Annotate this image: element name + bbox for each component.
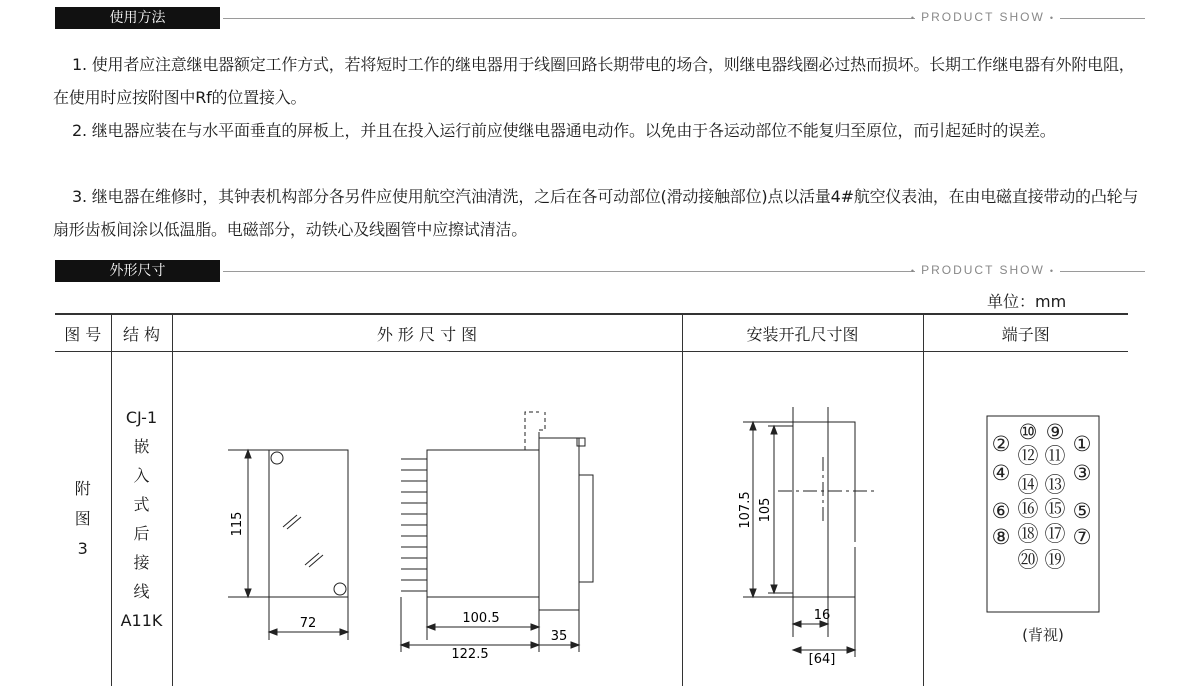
terminal-6: ⑥ bbox=[991, 499, 1010, 523]
usage-paragraph-1: 1. 使用者应注意继电器额定工作方式，若将短时工作的继电器用于线圈回路长期带电的场合，则继电器线圈必过热而损坏。长期工作继电器有外附电阻，在使用时应按附图中Rf的位置接入。 bbox=[53, 48, 1148, 114]
dim-cutout-h2: 105 bbox=[758, 498, 773, 523]
terminal-7: ⑦ bbox=[1072, 525, 1091, 549]
side-view-body bbox=[427, 450, 539, 597]
dim-depth: 100.5 bbox=[462, 611, 499, 626]
mount-hole bbox=[271, 452, 283, 464]
table-header-row bbox=[55, 314, 1128, 352]
terminal-16: ⑯ bbox=[1017, 497, 1038, 521]
usage-paragraph-2: 2. 继电器应装在与水平面垂直的屏板上，并且在投入运行前应使继电器通电动作。以免由于各运动部位不能复归至原位，而引起延时的误差。 bbox=[53, 114, 1148, 147]
divider-line bbox=[223, 271, 915, 272]
outline-drawing-cell bbox=[172, 352, 682, 686]
terminal-19: ⑲ bbox=[1044, 548, 1065, 572]
terminal-18: ⑱ bbox=[1017, 522, 1038, 546]
dim-width: 72 bbox=[300, 616, 317, 631]
mount-hole bbox=[334, 583, 346, 595]
divider-line bbox=[1060, 18, 1145, 19]
structure-char: 接 bbox=[112, 548, 172, 577]
header-cutout: 安装开孔尺寸图 bbox=[682, 314, 923, 352]
terminal-14: ⑭ bbox=[1017, 473, 1038, 497]
structure-char: 线 bbox=[112, 577, 172, 606]
terminal-13: ⑬ bbox=[1044, 473, 1065, 497]
header-fig-no: 图 号 bbox=[55, 314, 111, 352]
section-header-usage bbox=[55, 7, 1145, 29]
structure-char: 嵌 bbox=[112, 432, 172, 461]
terminal-2: ② bbox=[991, 432, 1010, 456]
dimension-table bbox=[55, 313, 1128, 686]
structure-code: A11K bbox=[112, 606, 172, 635]
terminal-4: ④ bbox=[991, 461, 1010, 485]
terminal-15: ⑮ bbox=[1044, 497, 1065, 521]
fig-no-char: 图 bbox=[55, 504, 111, 534]
dim-cutout-w2: [64] bbox=[808, 652, 835, 667]
cutout-drawing bbox=[683, 352, 923, 682]
terminal-20: ⑳ bbox=[1017, 548, 1038, 572]
terminal-1: ① bbox=[1072, 432, 1091, 456]
terminal-11: ⑪ bbox=[1044, 444, 1065, 468]
terminal-diagram bbox=[924, 352, 1128, 682]
unit-label: 单位：mm bbox=[987, 289, 1066, 312]
side-view-front bbox=[579, 475, 593, 582]
terminal-diagram-cell bbox=[923, 352, 1128, 686]
structure-char: 入 bbox=[112, 461, 172, 490]
terminal-8: ⑧ bbox=[991, 525, 1010, 549]
terminal-3: ③ bbox=[1072, 461, 1091, 485]
outline-drawing bbox=[173, 352, 681, 682]
front-view-panel bbox=[269, 450, 348, 597]
divider-line bbox=[1060, 271, 1145, 272]
dim-total: 122.5 bbox=[451, 647, 488, 662]
divider-line bbox=[223, 18, 915, 19]
header-outline: 外 形 尺 寸 图 bbox=[172, 314, 682, 352]
product-show-tag: • PRODUCT SHOW • bbox=[911, 10, 1055, 24]
dim-cutout-w1: 16 bbox=[813, 608, 830, 623]
terminal-5: ⑤ bbox=[1072, 499, 1091, 523]
dim-rear: 35 bbox=[551, 629, 568, 644]
terminal-12: ⑫ bbox=[1017, 444, 1038, 468]
side-view-flange bbox=[539, 438, 579, 610]
section-title-usage: 使用方法 bbox=[55, 7, 220, 29]
header-structure: 结 构 bbox=[111, 314, 172, 352]
terminal-9: ⑨ bbox=[1045, 420, 1064, 444]
usage-paragraph-3: 3. 继电器在维修时，其钟表机构部分各另件应使用航空汽油清洗，之后在各可动部位(滑动接触部位)点以活量4#航空仪表油，在由电磁直接带动的凸轮与扇形齿板间涂以低温脂。电磁部分，动铁心及线圈管中应擦试清洁。 bbox=[53, 180, 1148, 246]
section-title-dimensions: 外形尺寸 bbox=[55, 260, 220, 282]
fig-no-cell bbox=[55, 352, 111, 686]
terminal-caption: (背视) bbox=[1022, 626, 1064, 644]
terminal-17: ⑰ bbox=[1044, 522, 1065, 546]
terminal-10: ⑩ bbox=[1018, 420, 1037, 444]
section-header-dimensions bbox=[55, 260, 1145, 282]
fig-no-char: 3 bbox=[55, 534, 111, 564]
product-show-tag: • PRODUCT SHOW • bbox=[911, 263, 1055, 277]
fig-no-char: 附 bbox=[55, 474, 111, 504]
header-terminal: 端子图 bbox=[923, 314, 1128, 352]
structure-model: CJ-1 bbox=[112, 403, 172, 432]
structure-char: 后 bbox=[112, 519, 172, 548]
cutout-drawing-cell bbox=[682, 352, 923, 686]
structure-char: 式 bbox=[112, 490, 172, 519]
dim-height: 115 bbox=[230, 512, 245, 537]
table-row bbox=[55, 352, 1128, 686]
structure-cell bbox=[111, 352, 172, 686]
dim-cutout-h1: 107.5 bbox=[738, 491, 753, 528]
